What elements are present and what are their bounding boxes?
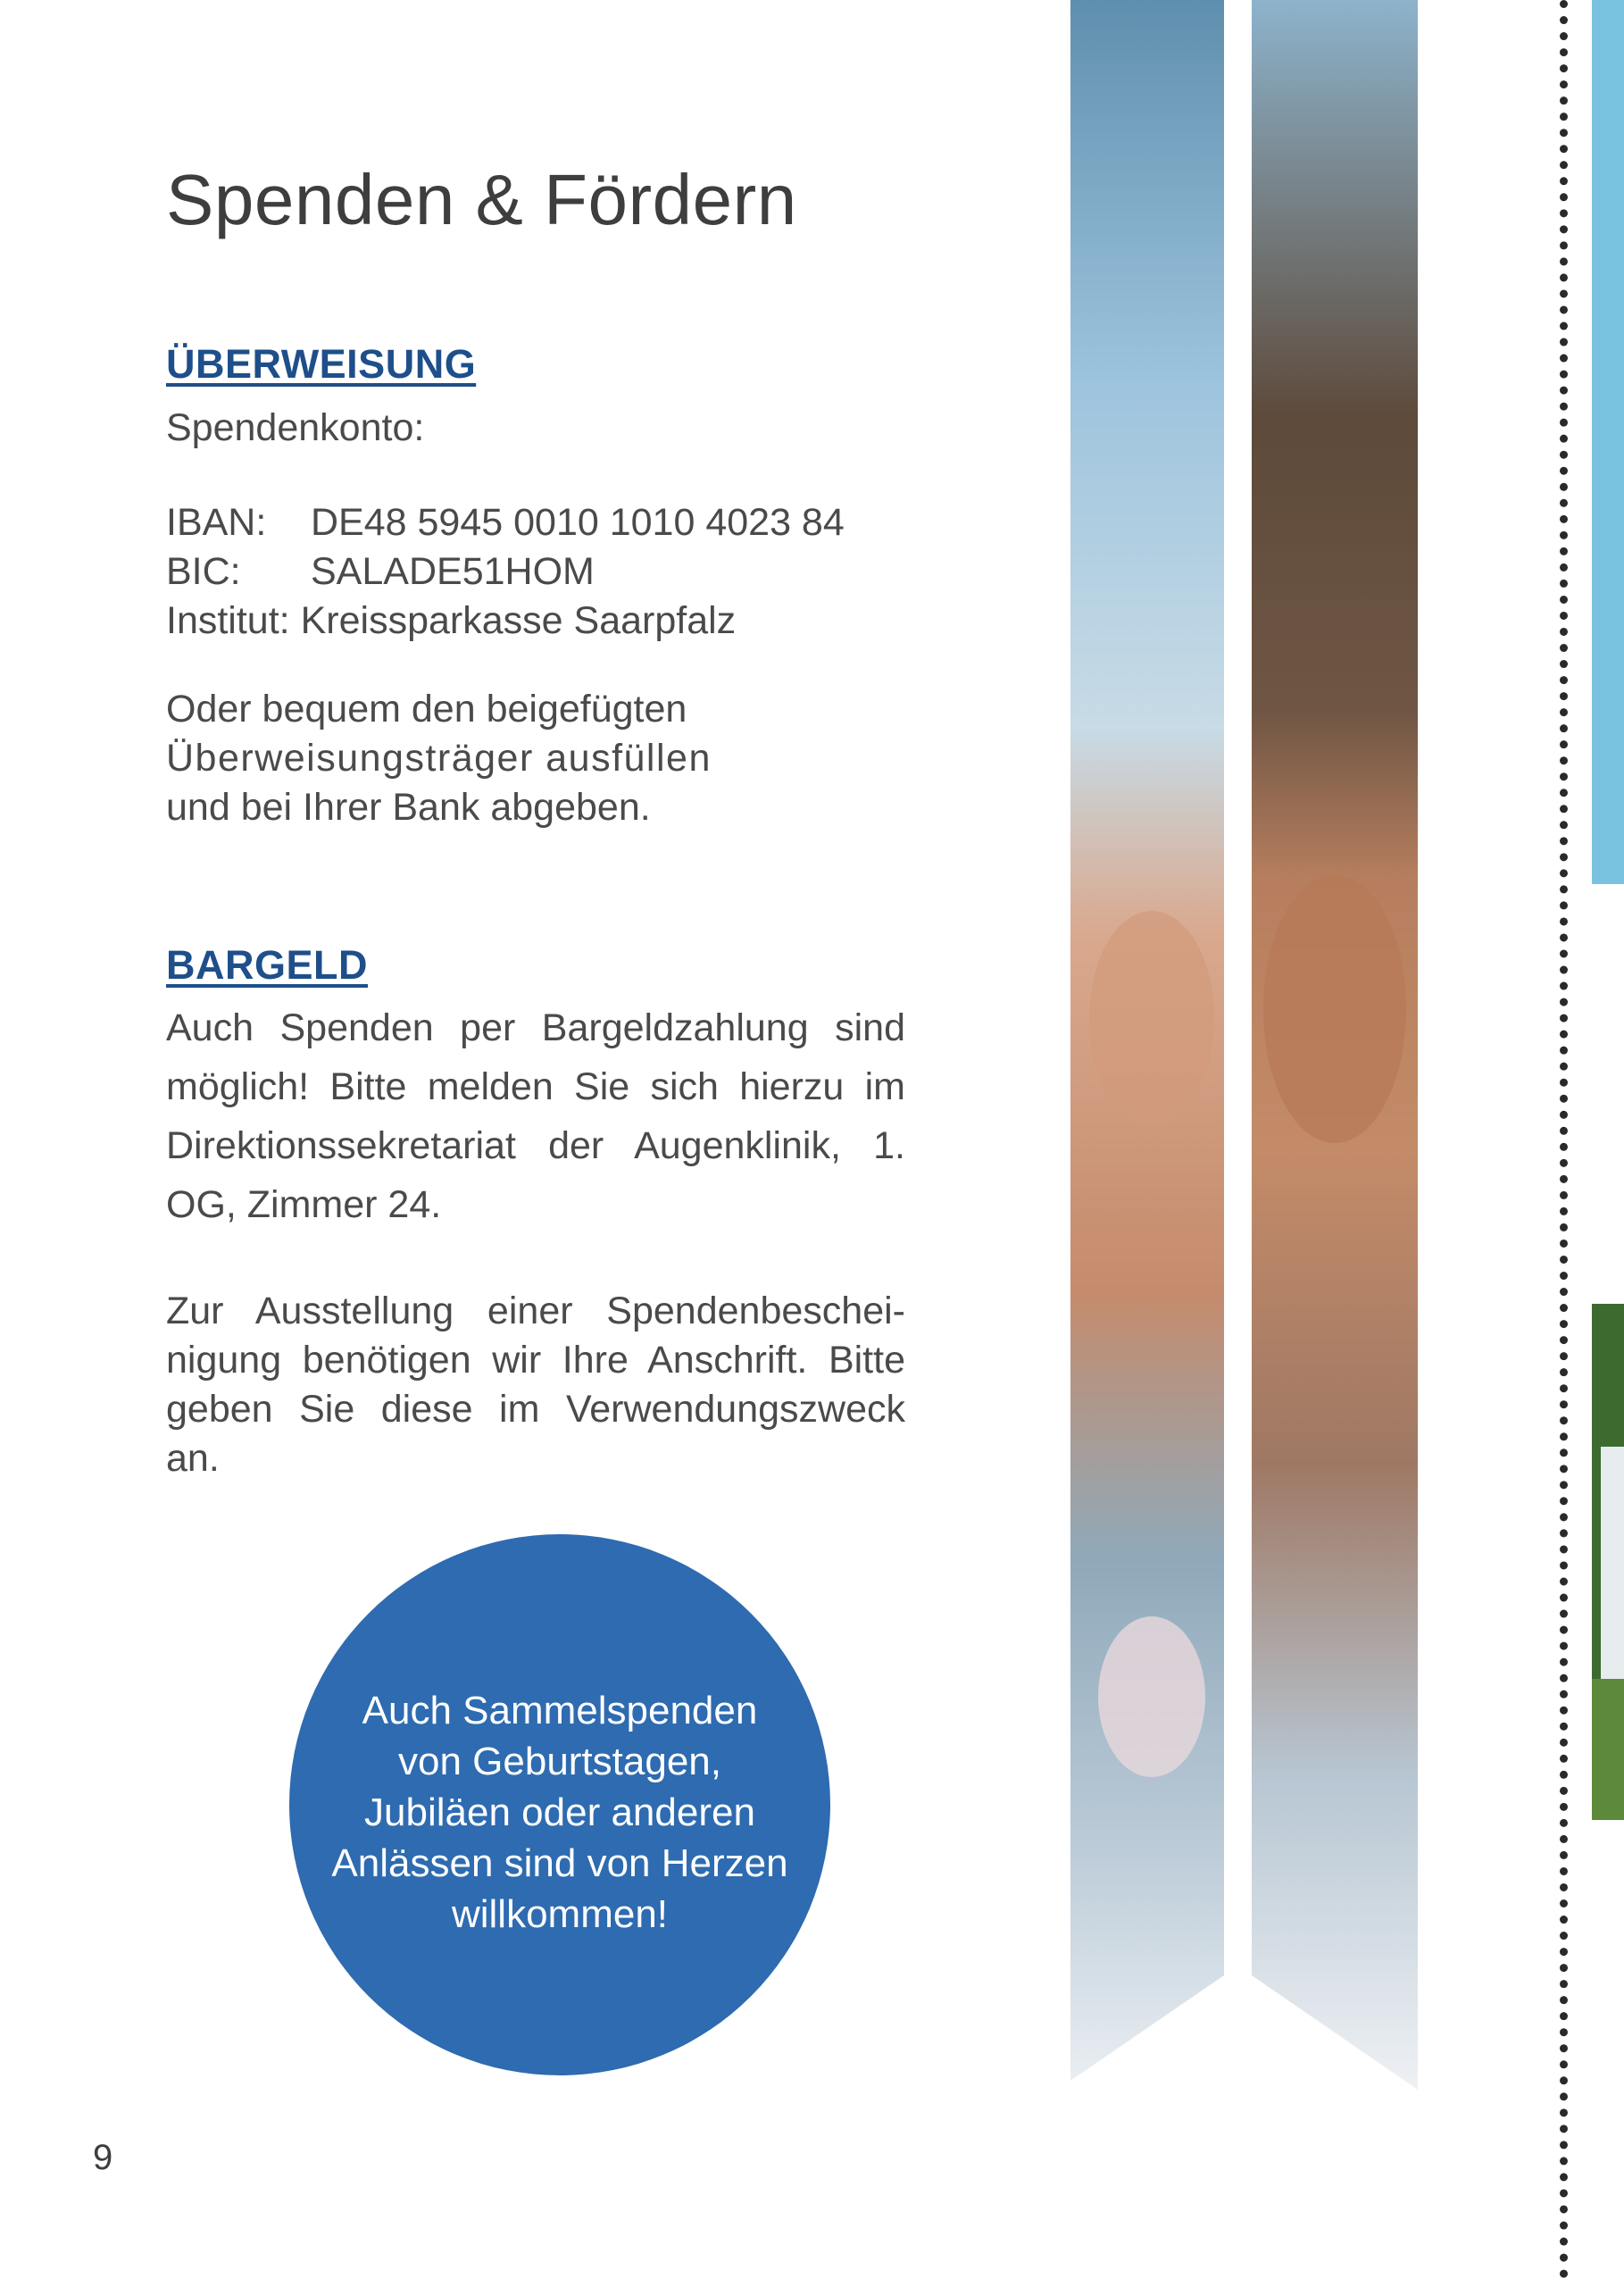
spendenbescheinigung-note: Zur Ausstellung einer Spendenbeschei-nigung benötigen wir Ihre Anschrift. Bitte geben Sie diese im Verwendungszweck an.: [166, 1290, 905, 1480]
iban-value: DE48 5945 0010 1010 4023 84: [311, 501, 845, 544]
side-accent-bar: [1592, 0, 1624, 884]
ueberweisung-heading: ÜBERWEISUNG: [166, 341, 477, 387]
hint-line: und bei Ihrer Bank abgeben.: [166, 786, 651, 829]
spendenkonto-label: Spendenkonto:: [166, 406, 425, 449]
hint-line: Überweisungsträger ausfüllen: [166, 737, 712, 780]
bic-value: SALADE51HOM: [311, 550, 595, 593]
page-number: 9: [93, 2138, 113, 2177]
iban-label: IBAN:: [166, 501, 267, 544]
circle-line: Jubiläen oder anderen: [364, 1790, 755, 1834]
hint-line: Oder bequem den beigefügten: [166, 688, 687, 730]
bargeld-text: Auch Spenden per Bargeldzahlung sind möglich! Bitte melden Sie sich hierzu im Direktionssekretariat der Augenklinik, 1. OG, Zimmer 24.: [166, 1006, 905, 1226]
circle-line: Auch Sammelspenden: [362, 1688, 758, 1732]
photo-hand-shape: [1098, 1616, 1205, 1777]
photo-hand-shape: [1089, 911, 1214, 1125]
dotted-fold-line: [1560, 0, 1568, 2279]
photo-hand-shape: [1263, 875, 1406, 1143]
circle-line: willkommen!: [451, 1891, 669, 1936]
circle-line: von Geburtstagen,: [397, 1739, 721, 1783]
bargeld-heading: BARGELD: [166, 942, 368, 988]
side-photo-fragment: [1592, 1304, 1624, 1820]
institut-label: Institut:: [166, 599, 290, 642]
page-title: Spenden & Fördern: [166, 160, 797, 239]
bic-label: BIC:: [166, 550, 241, 593]
institut-value: Kreissparkasse Saarpfalz: [300, 599, 737, 642]
circle-line: Anlässen sind von Herzen: [331, 1841, 788, 1885]
